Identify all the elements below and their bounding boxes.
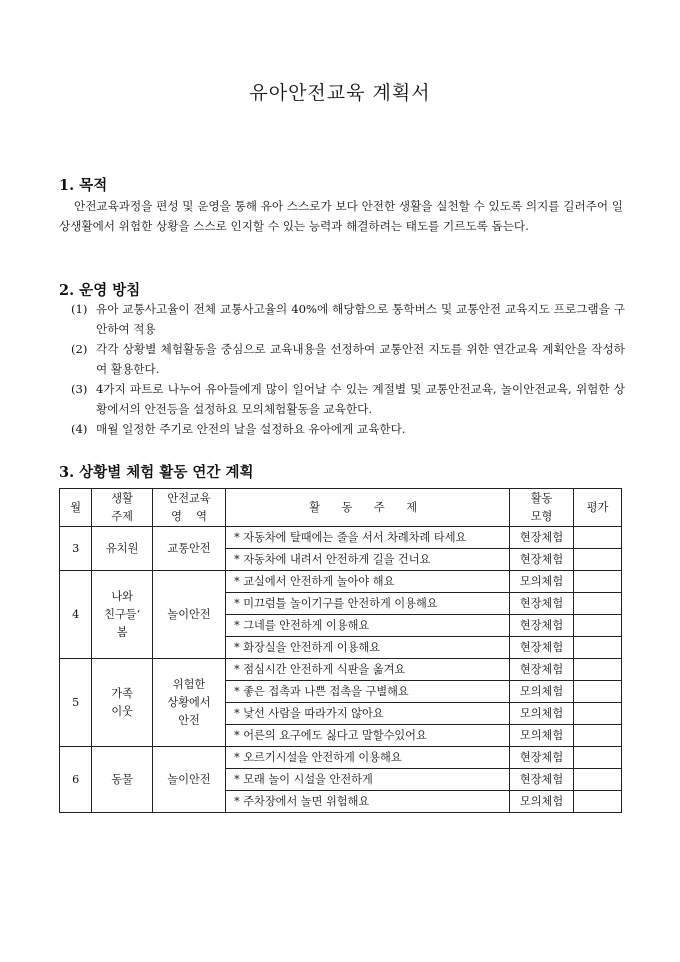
area-cell — [152, 571, 225, 659]
eval-cell — [573, 791, 621, 813]
theme-cell — [92, 527, 153, 571]
header-month: 월 — [60, 489, 92, 527]
policy-item-text: 유아 교통사고율이 전체 교통사고율의 40%에 해당함으로 통학버스 및 교통안전 교육지도 프로그램을 구안하여 적용 — [96, 302, 625, 336]
month-cell: 3 — [60, 527, 92, 571]
topic-cell: * 화장실을 안전하게 이용해요 — [226, 637, 510, 659]
area-cell — [152, 659, 225, 747]
topic-cell: * 어른의 요구에도 싫다고 말할수있어요 — [226, 725, 510, 747]
theme-line: 유치원 — [105, 541, 139, 555]
area-line: 놀이안전 — [167, 772, 211, 786]
policy-item — [59, 420, 625, 440]
header-type — [510, 489, 574, 527]
type-cell: 현장체험 — [510, 549, 574, 571]
type-cell: 모의체험 — [510, 571, 574, 593]
topic-cell: * 미끄럼틀 놀이기구를 안전하게 이용해요 — [226, 593, 510, 615]
page-title: 유아안전교육 계획서 — [249, 82, 431, 104]
type-cell: 모의체험 — [510, 791, 574, 813]
month-cell: 5 — [60, 659, 92, 747]
topic-cell: * 주차장에서 놀면 위험해요 — [226, 791, 510, 813]
header-type-line2: 모형 — [530, 509, 553, 523]
eval-cell — [573, 571, 621, 593]
activity-plan-table — [59, 488, 622, 813]
theme-line: 나와 — [111, 589, 133, 603]
topic-cell: * 점심시간 안전하게 식판을 옮겨요 — [226, 659, 510, 681]
eval-cell — [573, 747, 621, 769]
area-line: 놀이안전 — [167, 607, 211, 621]
eval-cell — [573, 725, 621, 747]
header-theme — [92, 489, 153, 527]
eval-cell — [573, 637, 621, 659]
policy-item-number: (2) — [71, 342, 88, 356]
area-line: 상황에서 — [167, 695, 211, 709]
type-cell: 현장체험 — [510, 637, 574, 659]
section-heading-policy: 2. 운영 방침 — [59, 282, 141, 299]
table-header-row — [60, 489, 622, 527]
eval-cell — [573, 659, 621, 681]
type-cell: 현장체험 — [510, 593, 574, 615]
header-theme-line1: 생활 — [111, 491, 133, 505]
type-cell: 모의체험 — [510, 681, 574, 703]
type-cell: 현장체험 — [510, 615, 574, 637]
eval-cell — [573, 593, 621, 615]
theme-line: 이웃 — [111, 704, 133, 718]
type-cell: 현장체험 — [510, 769, 574, 791]
header-area-line1: 안전교육 — [167, 491, 211, 505]
header-area — [152, 489, 225, 527]
month-cell: 4 — [60, 571, 92, 659]
policy-item — [59, 340, 625, 379]
topic-cell: * 낯선 사람을 따라가지 않아요 — [226, 703, 510, 725]
header-topic: 활 동 주 제 — [226, 489, 510, 527]
purpose-paragraph: 안전교육과정을 편성 및 운영을 통해 유아 스스로가 보다 안전한 생활을 실천할 수 있도록 의지를 길러주어 일상생활에서 위험한 상황을 스스로 인지할 수 있는 능력과 해결하려는 태도를 기르도록 돕는다. — [59, 199, 623, 233]
eval-cell — [573, 681, 621, 703]
theme-line: 가족 — [111, 686, 133, 700]
type-cell: 현장체험 — [510, 527, 574, 549]
theme-line: 친구들‘ — [104, 607, 141, 621]
topic-cell: * 자동차에 탈때에는 줄을 서서 차례차례 타세요 — [226, 527, 510, 549]
topic-cell: * 교실에서 안전하게 놀아야 해요 — [226, 571, 510, 593]
topic-cell: * 오르기시설을 안전하게 이용해요 — [226, 747, 510, 769]
type-cell: 현장체험 — [510, 659, 574, 681]
header-theme-line2: 주제 — [111, 509, 133, 523]
type-cell: 현장체험 — [510, 747, 574, 769]
eval-cell — [573, 769, 621, 791]
theme-line: 봄 — [116, 625, 128, 639]
area-cell — [152, 747, 225, 813]
topic-cell: * 그네를 안전하게 이용해요 — [226, 615, 510, 637]
policy-item-number: (4) — [71, 422, 88, 436]
policy-item — [59, 300, 625, 339]
table-row — [60, 747, 622, 769]
policy-item-number: (1) — [71, 302, 88, 316]
month-cell: 6 — [60, 747, 92, 813]
area-line: 교통안전 — [167, 541, 211, 555]
topic-cell: * 모래 놀이 시설을 안전하게 — [226, 769, 510, 791]
area-line: 위험한 — [172, 677, 206, 691]
type-cell: 모의체험 — [510, 725, 574, 747]
type-cell: 모의체험 — [510, 703, 574, 725]
section-heading-purpose: 1. 목적 — [59, 177, 108, 194]
eval-cell — [573, 615, 621, 637]
header-eval: 평가 — [573, 489, 621, 527]
area-line: 안전 — [178, 713, 200, 727]
theme-cell — [92, 747, 153, 813]
header-type-line1: 활동 — [530, 491, 553, 505]
eval-cell — [573, 703, 621, 725]
eval-cell — [573, 527, 621, 549]
theme-cell — [92, 571, 153, 659]
table-row — [60, 659, 622, 681]
eval-cell — [573, 549, 621, 571]
policy-item-text: 매월 일정한 주기로 안전의 날을 설정하요 유아에게 교육한다. — [96, 422, 406, 436]
area-cell — [152, 527, 225, 571]
policy-item-text: 각각 상황별 체험활동을 중심으로 교육내용을 선정하여 교통안전 지도를 위한 연간교육 계획안을 작성하여 활용한다. — [96, 342, 625, 376]
table-row — [60, 527, 622, 549]
table-row — [60, 571, 622, 593]
topic-cell: * 자동차에 내려서 안전하게 길을 건너요 — [226, 549, 510, 571]
section-heading-plan: 3. 상황별 체험 활동 연간 계획 — [59, 464, 254, 481]
policy-item — [59, 380, 625, 419]
theme-cell — [92, 659, 153, 747]
theme-line: 동물 — [111, 772, 133, 786]
policy-item-number: (3) — [71, 382, 88, 396]
header-area-line2: 영 역 — [171, 509, 207, 523]
policy-list — [59, 300, 625, 441]
topic-cell: * 좋은 접촉과 나쁜 접촉을 구별해요 — [226, 681, 510, 703]
policy-item-text: 4가지 파트로 나누어 유아들에게 많이 일어날 수 있는 계절별 및 교통안전교육, 놀이안전교육, 위험한 상황에서의 안전등을 설정하요 모의체험활동을 교육한다. — [96, 382, 625, 416]
